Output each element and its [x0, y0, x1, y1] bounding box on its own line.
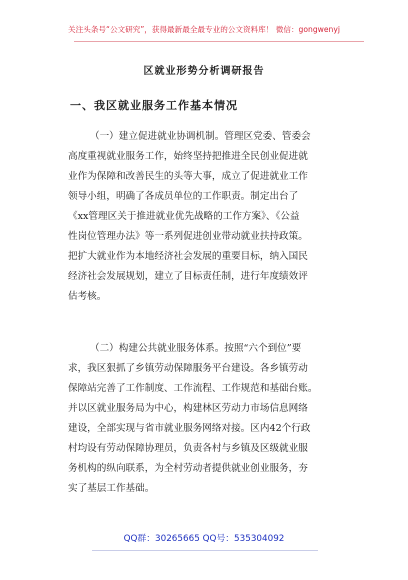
paragraph-line: 业作为保障和改善民生的头等大事，成立了促进就业工作 [68, 171, 308, 182]
paragraph-line: 高度重视就业服务工作，始终坚持把推进全民创业促进就 [68, 151, 308, 162]
paragraph-line: 建设，全部实现与省市就业服务网络对接。区内42个行政 [68, 423, 311, 434]
header-promo-note: 关注头条号“公文研究”，获得最新最全最专业的公文资料库！ 微信：gongwenyj [68, 25, 340, 34]
paragraph-line: 求，我区狠抓了乡镇劳动保障服务平台建设。各乡镇劳动 [68, 363, 308, 374]
paragraph-line: 实了基层工作基础。 [68, 483, 155, 494]
header-divider [74, 41, 364, 42]
section-heading: 一、我区就业服务工作基本情况 [70, 99, 238, 112]
footer-divider [92, 550, 318, 551]
paragraph-line: （一）建立促进就业协调机制。管理区党委、管委会 [90, 131, 311, 142]
document-title: 区就业形势分析调研报告 [143, 66, 265, 77]
paragraph-line: 领导小组，明确了各成员单位的工作职责。制定出台了 [68, 191, 299, 202]
paragraph-line: 村均设有劳动保障协理员，负责各村与乡镇及区级就业服 [68, 443, 308, 454]
paragraph-2 [68, 339, 338, 499]
paragraph-line: 估考核。 [68, 291, 107, 302]
paragraph-line: 把扩大就业作为本地经济社会发展的重要目标，纳入国民 [68, 251, 308, 262]
paragraph-1 [68, 127, 338, 307]
paragraph-line: 经济社会发展规划，建立了目标责任制，进行年度绩效评 [68, 271, 308, 282]
footer-contact: QQ群：30265665 QQ号：535304092 [123, 534, 285, 544]
paragraph-line: 性岗位管理办法》等一系列促进创业带动就业扶持政策。 [68, 231, 308, 242]
paragraph-line: （二）构建公共就业服务体系。按照“六个到位”要 [90, 343, 302, 354]
paragraph-line: 务机构的纵向联系，为全村劳动者提供就业创业服务，夯 [68, 463, 308, 474]
paragraph-line: 并以区就业服务局为中心，构建林区劳动力市场信息网络 [68, 403, 308, 414]
paragraph-line: 《xx管理区关于推进就业优先战略的工作方案》、《公益 [68, 211, 300, 222]
paragraph-line: 保障站完善了工作制度、工作流程、工作规范和基础台账。 [68, 383, 318, 394]
